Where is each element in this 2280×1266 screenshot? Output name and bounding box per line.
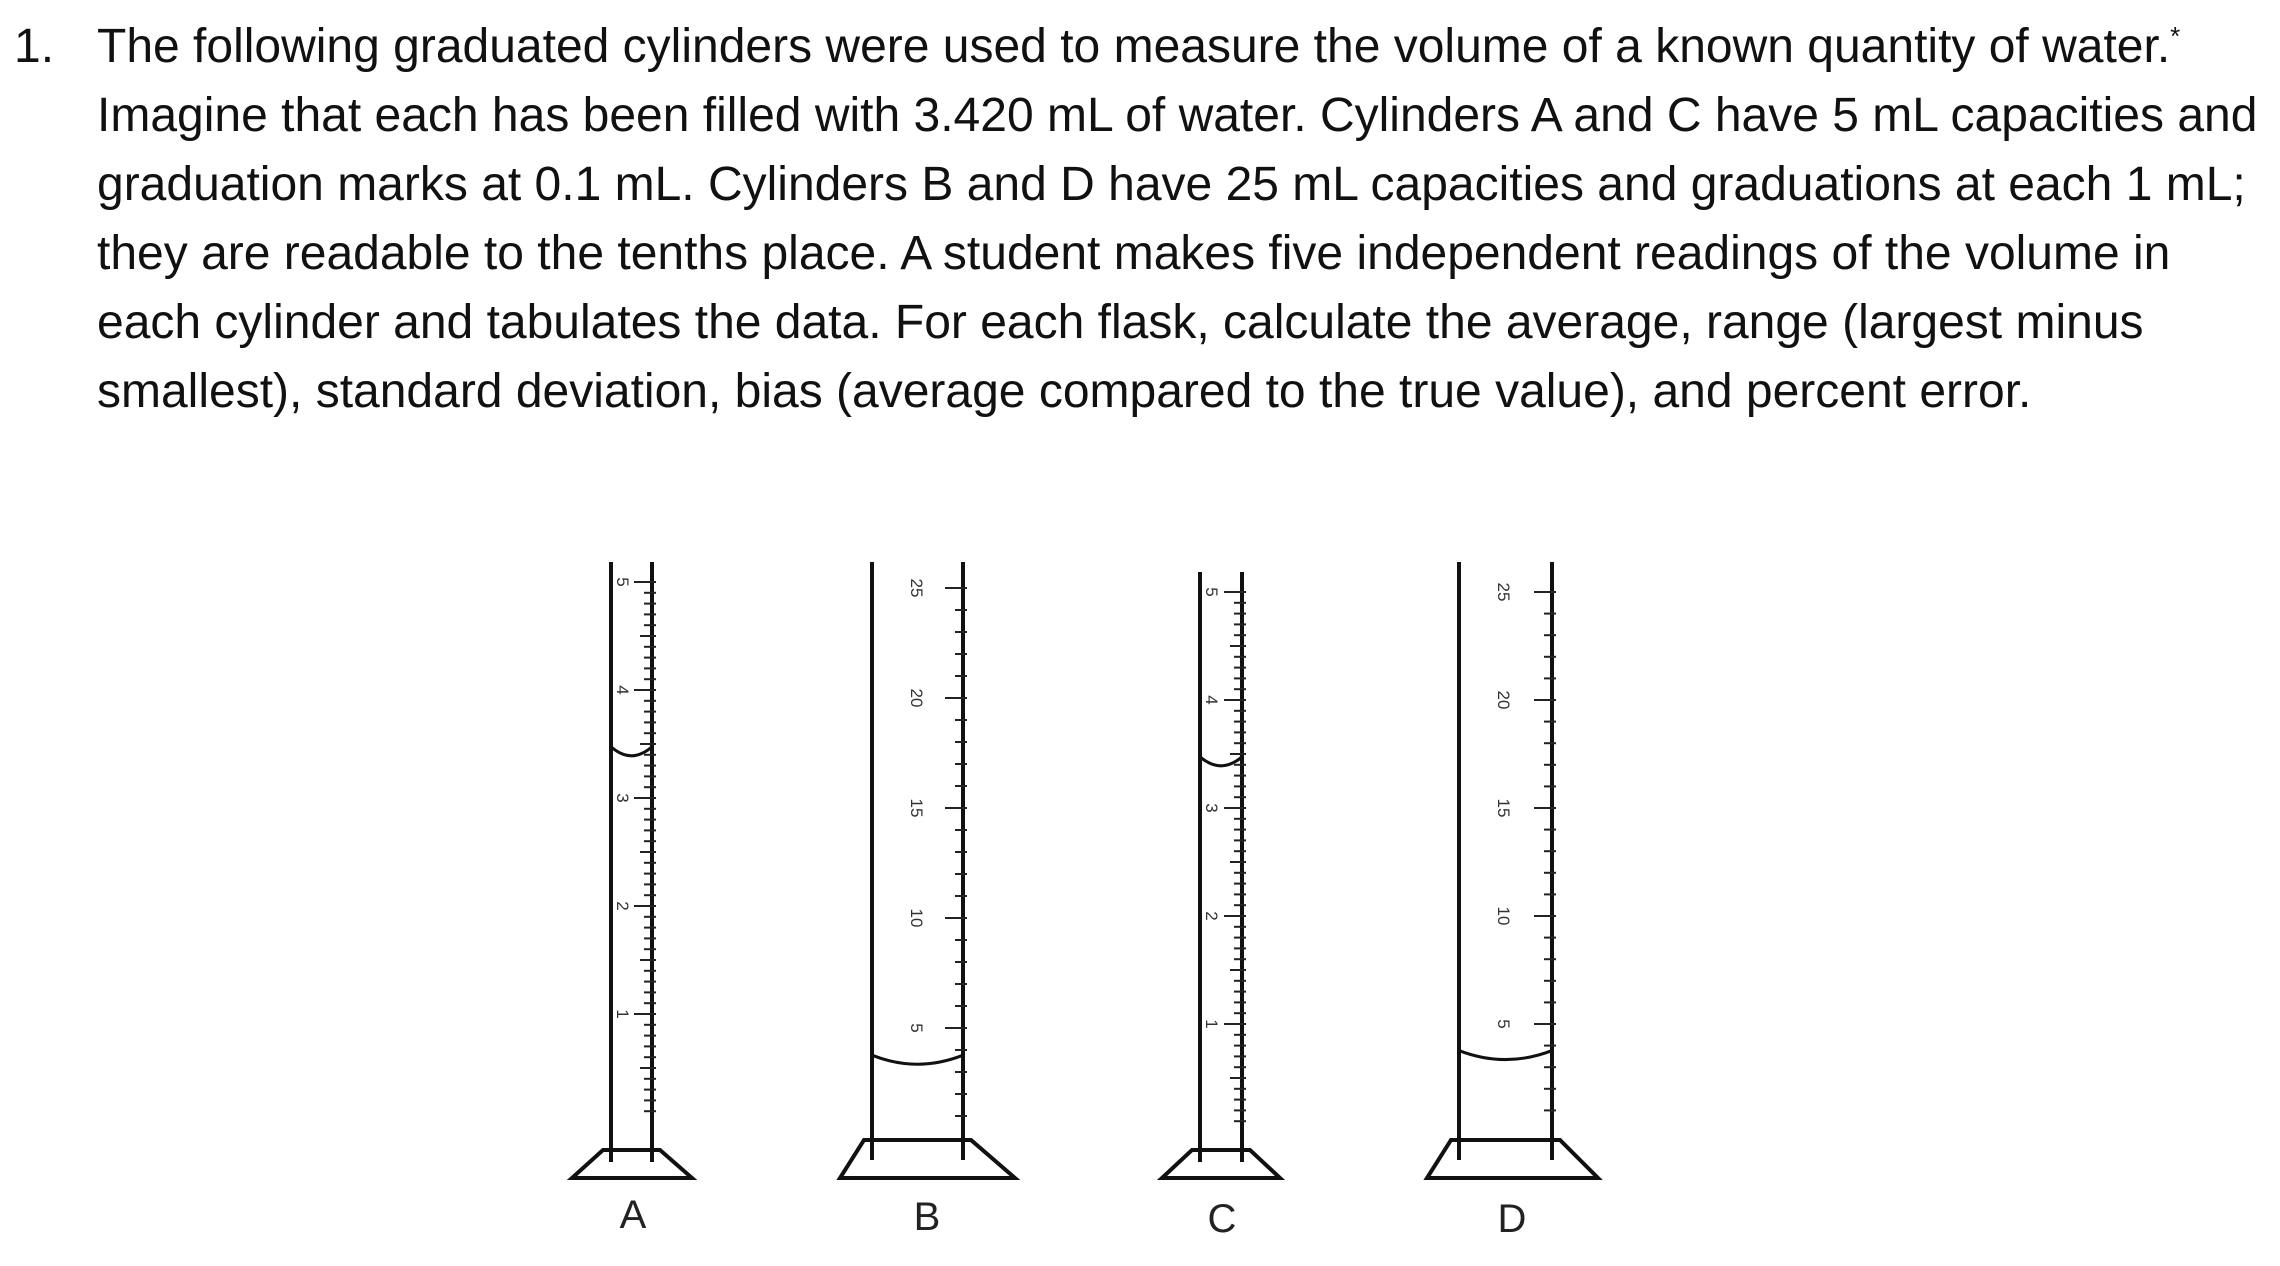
scale-label: 5	[1494, 1019, 1513, 1029]
scale-label: 2	[613, 901, 632, 911]
question-text-part2: Imagine that each has been filled with 3.420 mL of water. Cylinders A and C have 5 mL capacities and graduation marks at 0.1 mL. Cylinders B and D have 25 mL capacities and graduations at each 1 mL; they are readable to the tenths place. A student makes five independent readings of the volume in each cylinder and tabulates the data. For each flask, calculate the average, range (largest minus smallest), standard deviation, bias (average compared to the true value), and percent error.	[97, 89, 2258, 418]
scale-label: 1	[1202, 1019, 1221, 1029]
cylinder-label: C	[1207, 1197, 1237, 1241]
scale-label: 3	[613, 793, 632, 803]
footnote-mark: *	[2170, 21, 2181, 51]
scale-label: 20	[1494, 690, 1513, 710]
scale-label: 15	[907, 798, 926, 818]
scale-label: 15	[1494, 798, 1513, 818]
cylinder-label: A	[619, 1193, 647, 1237]
scale-label: 25	[1494, 582, 1513, 602]
scale-label: 3	[1202, 803, 1221, 813]
question-text-part1: The following graduated cylinders were used to measure the volume of a known quantity of water.	[97, 20, 2171, 73]
meniscus	[1459, 1051, 1552, 1060]
cylinder-base	[840, 1140, 1015, 1178]
scale-label: 4	[613, 685, 632, 695]
meniscus	[872, 1055, 963, 1064]
cylinder-label: D	[1497, 1197, 1527, 1241]
scale-label: 10	[1494, 906, 1513, 926]
scale-label: 5	[1202, 587, 1221, 597]
cylinder-base	[1427, 1140, 1598, 1178]
scale-label: 25	[907, 578, 926, 598]
cylinder-label: B	[913, 1195, 941, 1239]
cylinder-base	[572, 1150, 692, 1178]
scale-label: 2	[1202, 911, 1221, 921]
scale-label: 1	[613, 1009, 632, 1019]
scale-label: 4	[1202, 695, 1221, 705]
cylinder-b	[840, 562, 1015, 1239]
scale-label: 10	[907, 908, 926, 928]
scale-label: 20	[907, 688, 926, 708]
cylinder-c	[1162, 572, 1280, 1241]
cylinder-base	[1162, 1150, 1280, 1178]
cylinder-d	[1427, 562, 1598, 1241]
scale-label: 5	[613, 577, 632, 587]
question-number: 1.	[14, 20, 55, 73]
cylinder-a	[572, 562, 692, 1237]
scale-label: 5	[907, 1023, 926, 1033]
